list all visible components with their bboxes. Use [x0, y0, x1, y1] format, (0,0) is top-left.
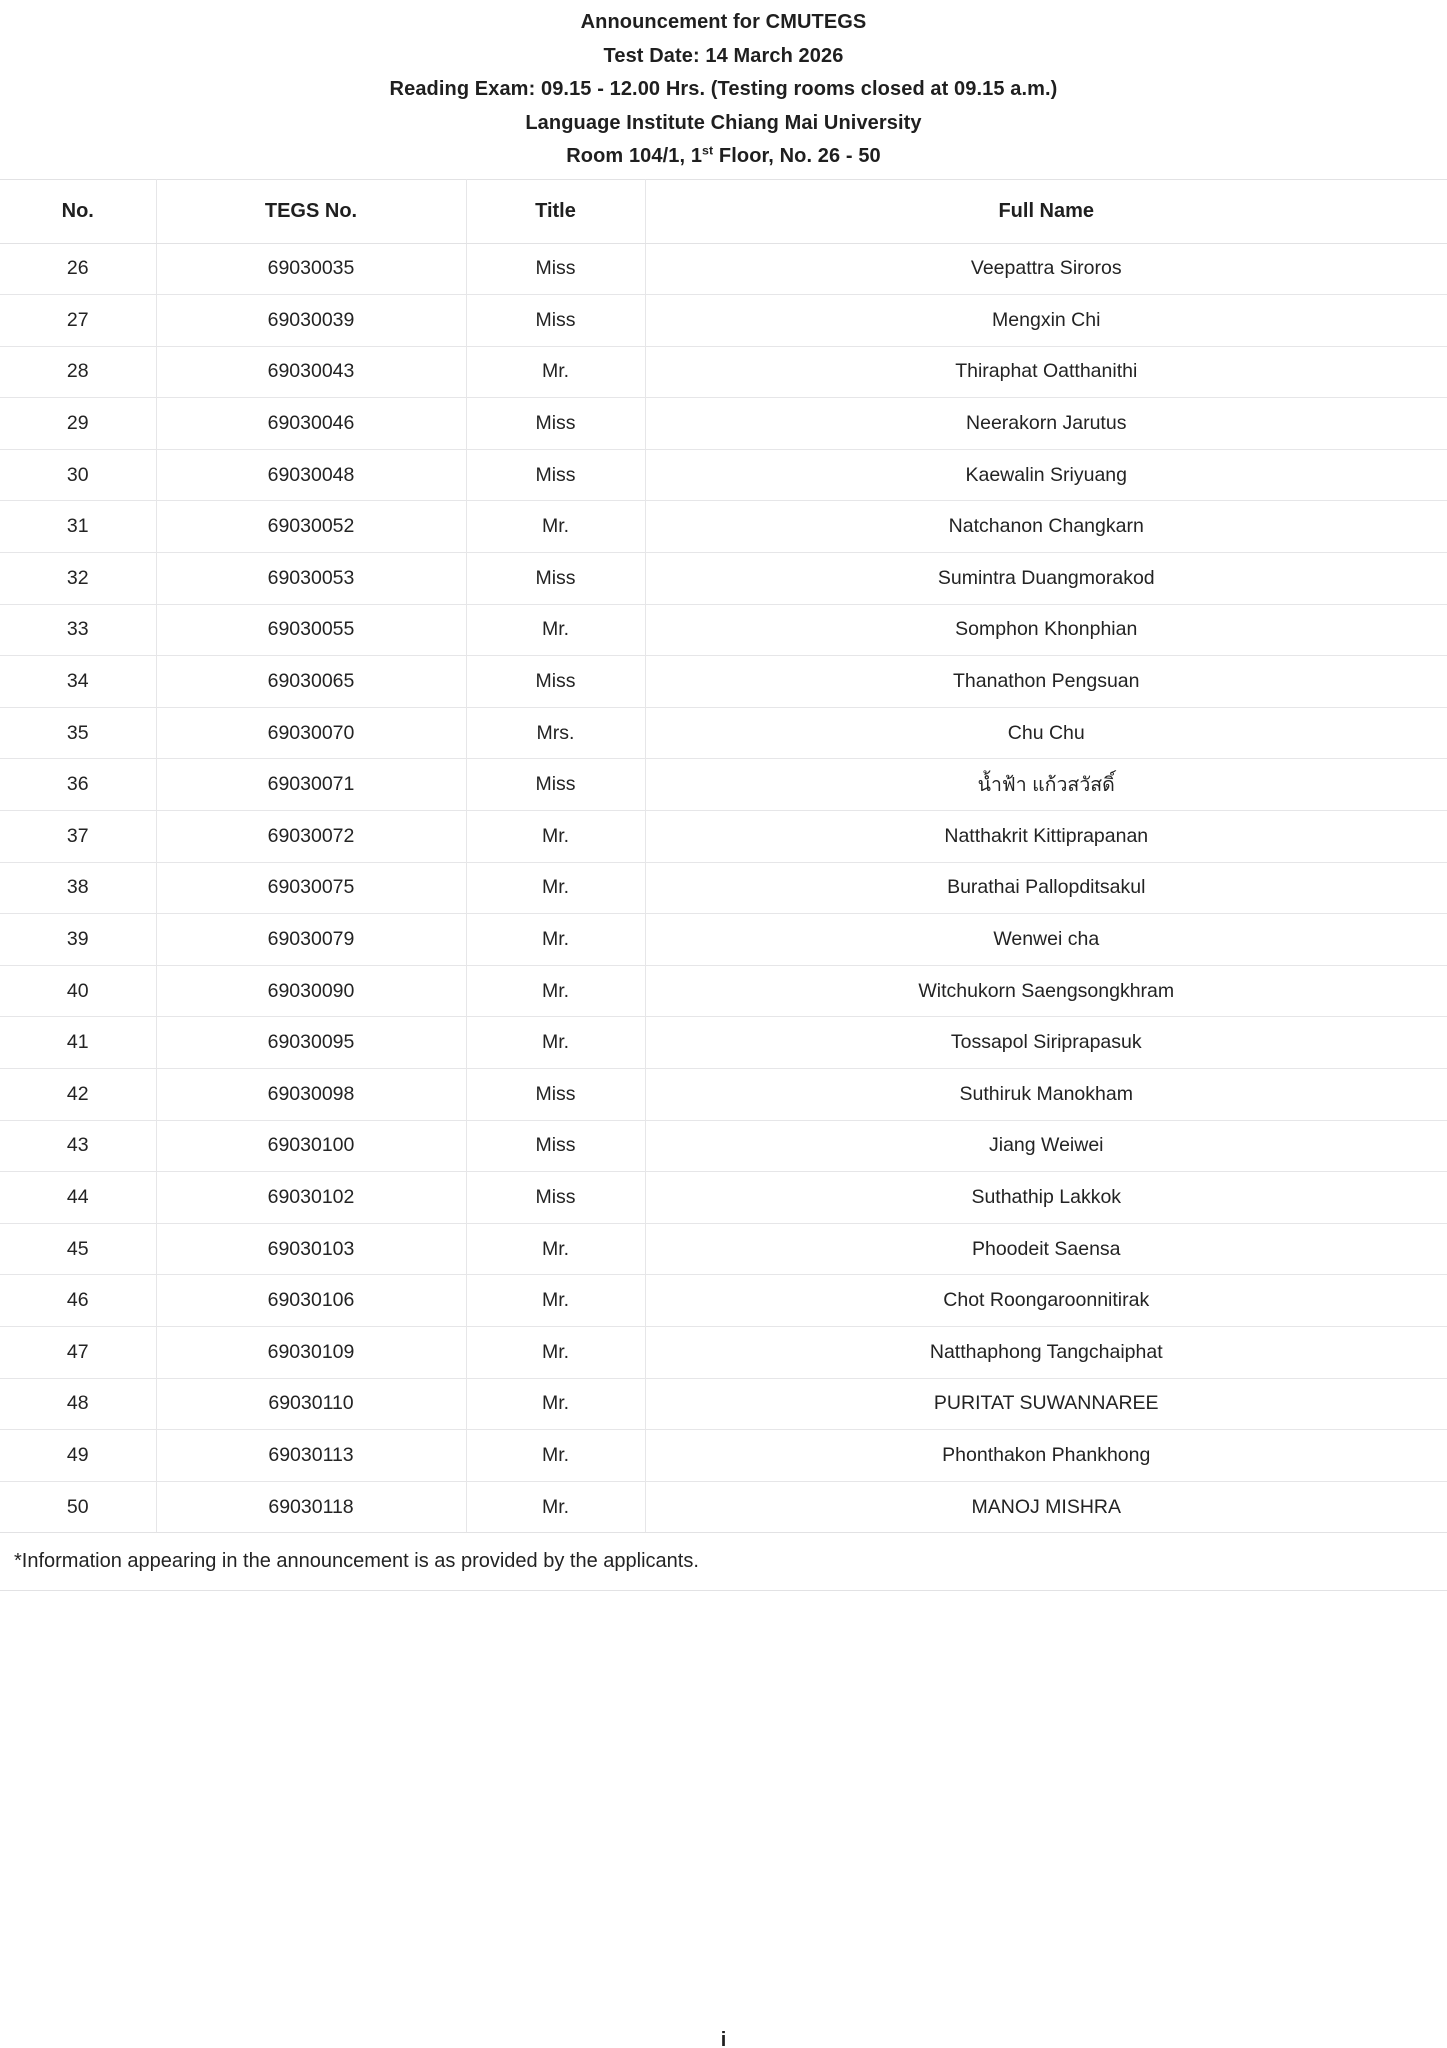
- cell-no: 36: [0, 759, 156, 811]
- table-row: [0, 1120, 1447, 1172]
- table-row: [0, 295, 1447, 347]
- cell-tegs: 69030090: [156, 965, 466, 1017]
- cell-no: 41: [0, 1017, 156, 1069]
- cell-no: 49: [0, 1430, 156, 1482]
- cell-tegs: 69030075: [156, 862, 466, 914]
- cell-name: Mengxin Chi: [645, 295, 1447, 347]
- cell-name: Tossapol Siriprapasuk: [645, 1017, 1447, 1069]
- cell-no: 39: [0, 914, 156, 966]
- cell-title: Mr.: [466, 604, 645, 656]
- heading-room-suffix: Floor, No. 26 - 50: [713, 145, 881, 167]
- table-row: [0, 759, 1447, 811]
- table-row: [0, 243, 1447, 295]
- cell-tegs: 69030072: [156, 811, 466, 863]
- cell-name: Thiraphat Oatthanithi: [645, 346, 1447, 398]
- cell-tegs: 69030048: [156, 449, 466, 501]
- table-row: [0, 501, 1447, 553]
- table-row: [0, 965, 1447, 1017]
- footnote-text: *Information appearing in the announcement is as provided by the applicants.: [0, 1533, 1447, 1591]
- cell-no: 37: [0, 811, 156, 863]
- cell-name: Thanathon Pengsuan: [645, 656, 1447, 708]
- cell-tegs: 69030118: [156, 1481, 466, 1533]
- cell-title: Mr.: [466, 1017, 645, 1069]
- table-footer: [0, 1533, 1447, 1591]
- cell-tegs: 69030052: [156, 501, 466, 553]
- table-row: [0, 1378, 1447, 1430]
- cell-tegs: 69030103: [156, 1223, 466, 1275]
- cell-tegs: 69030071: [156, 759, 466, 811]
- cell-title: Mr.: [466, 914, 645, 966]
- cell-no: 26: [0, 243, 156, 295]
- table-row: [0, 449, 1447, 501]
- cell-no: 33: [0, 604, 156, 656]
- cell-title: Miss: [466, 449, 645, 501]
- cell-title: Mr.: [466, 501, 645, 553]
- cell-name: Somphon Khonphian: [645, 604, 1447, 656]
- table-body: [0, 243, 1447, 1533]
- cell-name: Suthiruk Manokham: [645, 1069, 1447, 1121]
- table-row: [0, 1326, 1447, 1378]
- cell-no: 42: [0, 1069, 156, 1121]
- cell-name: Phoodeit Saensa: [645, 1223, 1447, 1275]
- cell-tegs: 69030110: [156, 1378, 466, 1430]
- cell-name: น้ำฟ้า แก้วสวัสดิ์: [645, 759, 1447, 811]
- cell-title: Mr.: [466, 965, 645, 1017]
- cell-title: Miss: [466, 398, 645, 450]
- cell-no: 43: [0, 1120, 156, 1172]
- table-row: [0, 1172, 1447, 1224]
- cell-tegs: 69030043: [156, 346, 466, 398]
- table-row: [0, 811, 1447, 863]
- footnote-row: [0, 1533, 1447, 1591]
- heading-line-room: [0, 140, 1447, 174]
- cell-no: 44: [0, 1172, 156, 1224]
- cell-tegs: 69030113: [156, 1430, 466, 1482]
- cell-title: Miss: [466, 1069, 645, 1121]
- column-header-tegs-no: TEGS No.: [156, 179, 466, 243]
- cell-no: 35: [0, 707, 156, 759]
- table-row: [0, 914, 1447, 966]
- cell-title: Miss: [466, 656, 645, 708]
- column-header-no: No.: [0, 179, 156, 243]
- heading-line-institute: Language Institute Chiang Mai University: [525, 111, 922, 134]
- table-row: [0, 1481, 1447, 1533]
- heading-line-title: Announcement for CMUTEGS: [580, 11, 867, 33]
- table-row: [0, 862, 1447, 914]
- cell-name: Phonthakon Phankhong: [645, 1430, 1447, 1482]
- cell-name: Suthathip Lakkok: [645, 1172, 1447, 1224]
- heading-room-prefix: Room 104/1, 1: [566, 145, 703, 167]
- cell-title: Miss: [466, 1120, 645, 1172]
- heading-line-test-date: Test Date: 14 March 2026: [603, 44, 844, 67]
- cell-no: 32: [0, 553, 156, 605]
- table-row: [0, 604, 1447, 656]
- cell-name: Natchanon Changkarn: [645, 501, 1447, 553]
- cell-tegs: 69030100: [156, 1120, 466, 1172]
- cell-title: Miss: [466, 759, 645, 811]
- announcement-heading: [0, 0, 1447, 174]
- table-row: [0, 1223, 1447, 1275]
- table-row: [0, 553, 1447, 605]
- cell-no: 27: [0, 295, 156, 347]
- cell-title: Mr.: [466, 1430, 645, 1482]
- cell-no: 29: [0, 398, 156, 450]
- cell-tegs: 69030039: [156, 295, 466, 347]
- cell-name: Natthakrit Kittiprapanan: [645, 811, 1447, 863]
- cell-tegs: 69030070: [156, 707, 466, 759]
- table-row: [0, 398, 1447, 450]
- cell-tegs: 69030079: [156, 914, 466, 966]
- column-header-full-name: Full Name: [645, 179, 1447, 243]
- cell-tegs: 69030102: [156, 1172, 466, 1224]
- cell-no: 48: [0, 1378, 156, 1430]
- cell-title: Mr.: [466, 1275, 645, 1327]
- cell-title: Mr.: [466, 1481, 645, 1533]
- cell-tegs: 69030035: [156, 243, 466, 295]
- cell-title: Mr.: [466, 1326, 645, 1378]
- cell-tegs: 69030095: [156, 1017, 466, 1069]
- cell-tegs: 69030046: [156, 398, 466, 450]
- cell-no: 30: [0, 449, 156, 501]
- cell-tegs: 69030053: [156, 553, 466, 605]
- cell-title: Mr.: [466, 1223, 645, 1275]
- cell-title: Miss: [466, 295, 645, 347]
- heading-room-ordinal-suffix: st: [702, 143, 714, 158]
- table-header: [0, 179, 1447, 243]
- cell-tegs: 69030065: [156, 656, 466, 708]
- cell-name: Jiang Weiwei: [645, 1120, 1447, 1172]
- cell-title: Mr.: [466, 346, 645, 398]
- cell-tegs: 69030055: [156, 604, 466, 656]
- cell-no: 28: [0, 346, 156, 398]
- cell-name: Wenwei cha: [645, 914, 1447, 966]
- cell-title: Mr.: [466, 1378, 645, 1430]
- cell-title: Mrs.: [466, 707, 645, 759]
- cell-name: Burathai Pallopditsakul: [645, 862, 1447, 914]
- table-header-row: [0, 179, 1447, 243]
- cell-title: Mr.: [466, 811, 645, 863]
- cell-tegs: 69030109: [156, 1326, 466, 1378]
- table-row: [0, 1017, 1447, 1069]
- table-row: [0, 656, 1447, 708]
- cell-no: 40: [0, 965, 156, 1017]
- cell-title: Miss: [466, 1172, 645, 1224]
- cell-no: 46: [0, 1275, 156, 1327]
- cell-no: 47: [0, 1326, 156, 1378]
- cell-name: Neerakorn Jarutus: [645, 398, 1447, 450]
- clipped-bottom-glyph: i: [720, 2029, 727, 2048]
- table-row: [0, 1430, 1447, 1482]
- cell-no: 45: [0, 1223, 156, 1275]
- cell-name: PURITAT SUWANNAREE: [645, 1378, 1447, 1430]
- cell-title: Miss: [466, 243, 645, 295]
- cell-title: Mr.: [466, 862, 645, 914]
- table-row: [0, 707, 1447, 759]
- cell-no: 34: [0, 656, 156, 708]
- candidate-roster-table: [0, 179, 1447, 1592]
- cell-no: 50: [0, 1481, 156, 1533]
- cell-name: Sumintra Duangmorakod: [645, 553, 1447, 605]
- table-row: [0, 346, 1447, 398]
- table-row: [0, 1069, 1447, 1121]
- cell-name: Chu Chu: [645, 707, 1447, 759]
- cell-tegs: 69030106: [156, 1275, 466, 1327]
- table-row: [0, 1275, 1447, 1327]
- heading-line-exam-time: Reading Exam: 09.15 - 12.00 Hrs. (Testing rooms closed at 09.15 a.m.): [389, 78, 1058, 100]
- cell-tegs: 69030098: [156, 1069, 466, 1121]
- cell-name: Veepattra Siroros: [645, 243, 1447, 295]
- clipped-bottom-text: [0, 2024, 1447, 2048]
- column-header-title: Title: [466, 179, 645, 243]
- cell-name: Chot Roongaroonnitirak: [645, 1275, 1447, 1327]
- cell-name: MANOJ MISHRA: [645, 1481, 1447, 1533]
- cell-no: 38: [0, 862, 156, 914]
- cell-name: Witchukorn Saengsongkhram: [645, 965, 1447, 1017]
- cell-name: Kaewalin Sriyuang: [645, 449, 1447, 501]
- cell-title: Miss: [466, 553, 645, 605]
- cell-no: 31: [0, 501, 156, 553]
- cell-name: Natthaphong Tangchaiphat: [645, 1326, 1447, 1378]
